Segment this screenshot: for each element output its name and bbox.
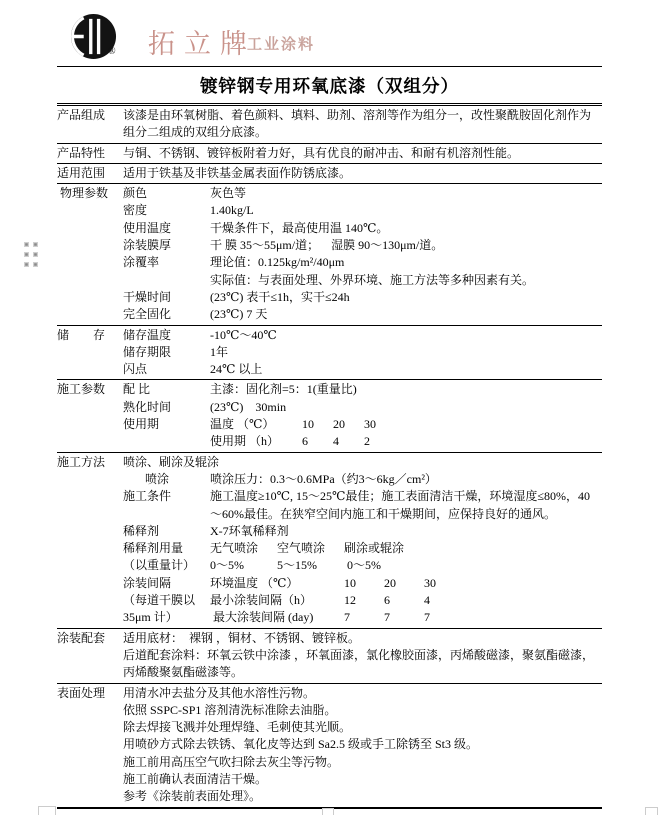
section-body bbox=[123, 327, 602, 379]
property-value: 施工前确认表面清洁干燥。 bbox=[123, 771, 268, 786]
property-label: 完全固化 bbox=[123, 307, 172, 322]
property-label bbox=[123, 433, 210, 450]
property-value: 该漆是由环氧树脂、着色颜料、填料、助剂、溶剂等作为组分一，改性聚酰胺固化剂作为组分二组成的双组分底漆。 bbox=[123, 108, 592, 140]
product-title: 镀锌钢专用环氧底漆（双组分） bbox=[200, 76, 459, 96]
value-column: 无气喷涂 bbox=[210, 541, 259, 556]
section-product-composition bbox=[57, 106, 602, 143]
value-column: 6 bbox=[384, 593, 390, 608]
property-value bbox=[210, 540, 602, 557]
page-margin-mark bbox=[645, 807, 658, 815]
property-value: -10℃～40℃ bbox=[210, 327, 277, 342]
registered-trademark-icon: ® bbox=[108, 46, 116, 57]
spec-row bbox=[123, 540, 602, 557]
property-value: 主漆：固化剂=5：1(重量比) bbox=[210, 382, 357, 397]
property-label: 使用期 bbox=[123, 417, 160, 432]
value-column: 环境温度 （℃） bbox=[210, 575, 299, 590]
property-value: 干燥条件下，最高使用温 140℃。 bbox=[210, 220, 389, 235]
section-coating-system bbox=[57, 628, 602, 683]
spec-row bbox=[123, 702, 602, 719]
property-value: 适用底材： 裸钢 ，铜材、不锈钢、镀锌板。 bbox=[123, 630, 361, 645]
property-label: 颜色 bbox=[123, 186, 148, 201]
property-label: 闪点 bbox=[123, 362, 148, 377]
spec-row bbox=[123, 685, 602, 702]
property-value bbox=[210, 557, 602, 574]
property-label: 35μm 计） bbox=[123, 610, 178, 625]
property-label: （每道干膜以 bbox=[123, 593, 196, 608]
section-body bbox=[123, 165, 602, 182]
value-column: 20 bbox=[384, 575, 396, 590]
property-label: 使用温度 bbox=[123, 220, 172, 235]
property-value bbox=[210, 609, 602, 626]
spec-row bbox=[123, 788, 602, 805]
spec-row bbox=[123, 416, 602, 433]
property-value: 施工温度≥10℃, 15～25℃最佳；施工表面清洁干燥，环境湿度≤80%，40～60%最佳。在狭窄空间内施工和干燥期间，应保持良好的通风。 bbox=[210, 489, 591, 521]
value-column: 30 bbox=[424, 575, 436, 590]
spec-row bbox=[123, 454, 602, 471]
spec-row bbox=[123, 471, 602, 488]
section-application-methods bbox=[57, 452, 602, 628]
section-label: 表面处理 bbox=[57, 685, 106, 700]
property-value bbox=[210, 592, 602, 609]
spec-row bbox=[123, 433, 602, 450]
value-column: 温度 （℃） bbox=[210, 417, 275, 432]
spec-row bbox=[123, 361, 602, 378]
value-column: 4 bbox=[424, 593, 430, 608]
value-column: 使用期 （h） bbox=[210, 434, 280, 449]
section-product-features bbox=[57, 143, 602, 163]
property-label: 储存温度 bbox=[123, 327, 172, 342]
section-body bbox=[123, 185, 602, 323]
spec-row bbox=[123, 575, 602, 592]
spec-row bbox=[123, 488, 602, 523]
section-storage bbox=[57, 325, 602, 380]
spec-row bbox=[123, 107, 602, 142]
value-column: 刷涂或辊涂 bbox=[344, 541, 405, 556]
spec-row bbox=[123, 736, 602, 753]
spec-row bbox=[123, 381, 602, 398]
spec-row bbox=[123, 220, 602, 237]
anchor-handle-icon bbox=[24, 242, 38, 267]
property-value: 用喷砂方式除去铁锈、氧化皮等达到 Sa2.5 级或手工除锈至 St3 级。 bbox=[123, 737, 479, 752]
property-value: 除去焊接飞溅并处理焊缝、毛刺使其光顺。 bbox=[123, 720, 352, 735]
property-label: 储存期限 bbox=[123, 344, 172, 359]
property-value: 干 膜 35～55μm/道； 湿膜 90～130μm/道。 bbox=[210, 238, 444, 253]
property-value: 1年 bbox=[210, 344, 229, 359]
value-column: 2 bbox=[364, 434, 370, 449]
section-body bbox=[123, 454, 602, 627]
value-column: 30 bbox=[364, 417, 376, 432]
value-column: 最大涂装间隔 (day) bbox=[210, 610, 314, 625]
value-column: 5～15% bbox=[277, 558, 317, 573]
value-column: 7 bbox=[344, 610, 350, 625]
spec-row bbox=[123, 145, 602, 162]
spec-row bbox=[123, 399, 602, 416]
property-value bbox=[210, 433, 602, 450]
spec-row bbox=[123, 165, 602, 182]
value-column: 20 bbox=[333, 417, 345, 432]
spec-row bbox=[123, 185, 602, 202]
spec-row bbox=[123, 630, 602, 647]
spec-row bbox=[123, 771, 602, 788]
section-label: 物理参数 bbox=[57, 186, 109, 201]
brand-name: 拓立牌 bbox=[148, 29, 256, 59]
property-value: 实际值：与表面处理、外界环境、施工方法等多种因素有关。 bbox=[210, 272, 535, 287]
property-label: 涂装间隔 bbox=[123, 575, 172, 590]
section-body bbox=[123, 381, 602, 450]
value-column: 10 bbox=[344, 575, 356, 590]
section-application-parameters bbox=[57, 379, 602, 451]
property-value: 与铜、不锈钢、镀锌板附着力好，具有优良的耐冲击、和耐有机溶剂性能。 bbox=[123, 145, 520, 160]
brand-tagline: 工业涂料 bbox=[247, 37, 316, 53]
page-margin-mark bbox=[38, 806, 56, 815]
property-label: 施工条件 bbox=[123, 489, 172, 504]
value-column: 10 bbox=[302, 417, 314, 432]
section-label: 施工方法 bbox=[57, 454, 106, 469]
property-value: 喷涂、刷涂及辊涂 bbox=[123, 454, 220, 469]
property-label: 涂覆率 bbox=[123, 255, 160, 270]
property-value: 理论值：0.125kg/m²/40μm bbox=[210, 255, 345, 270]
section-label: 涂装配套 bbox=[57, 630, 106, 645]
section-body bbox=[123, 630, 602, 682]
header bbox=[0, 0, 659, 66]
property-label: 涂装膜厚 bbox=[123, 238, 172, 253]
section-label: 适用范围 bbox=[57, 165, 106, 180]
spec-row bbox=[123, 609, 602, 626]
spec-row bbox=[123, 254, 602, 271]
spec-table bbox=[57, 106, 602, 809]
page-margin-mark bbox=[322, 808, 334, 815]
spec-row bbox=[123, 523, 602, 540]
spec-row bbox=[123, 237, 602, 254]
property-value: 灰色等 bbox=[210, 186, 247, 201]
property-value: 后道配套涂料：环氧云铁中涂漆 ，环氧面漆，氯化橡胶面漆，丙烯酸磁漆，聚氨酯磁漆，丙烯酸聚氨酯磁漆等。 bbox=[123, 647, 595, 680]
property-label: 稀释剂 bbox=[123, 523, 160, 538]
spec-row bbox=[123, 592, 602, 609]
value-column: 6 bbox=[302, 434, 308, 449]
property-label: （以重量计） bbox=[123, 558, 196, 573]
property-value: 适用于铁基及非铁基金属表面作防锈底漆。 bbox=[123, 165, 352, 180]
section-body bbox=[123, 685, 602, 806]
property-value: 施工前用高压空气吹扫除去灰尘等污物。 bbox=[123, 754, 340, 769]
section-body bbox=[123, 107, 602, 142]
spec-row bbox=[123, 344, 602, 361]
property-label bbox=[123, 272, 210, 289]
spec-row bbox=[123, 306, 602, 323]
spec-row bbox=[123, 557, 602, 574]
section-body bbox=[123, 145, 602, 162]
value-column: 0～5% bbox=[344, 558, 381, 573]
spec-row bbox=[123, 719, 602, 736]
property-value: 喷涂压力：0.3～0.6MPa（约3～6kg／cm²） bbox=[210, 471, 437, 486]
value-column: 12 bbox=[344, 593, 356, 608]
property-value bbox=[210, 575, 602, 592]
property-value: 24℃ 以上 bbox=[210, 362, 263, 377]
value-column: 7 bbox=[424, 610, 430, 625]
property-label: 干燥时间 bbox=[123, 289, 172, 304]
section-label: 储 存 bbox=[57, 327, 106, 342]
property-label: 喷涂 bbox=[145, 471, 170, 486]
value-column: 空气喷涂 bbox=[277, 541, 326, 556]
property-value: 用清水冲去盐分及其他水溶性污物。 bbox=[123, 685, 316, 700]
section-label: 施工参数 bbox=[57, 382, 106, 397]
property-label: 熟化时间 bbox=[123, 399, 172, 414]
property-value: (23℃) 7 天 bbox=[210, 307, 268, 322]
value-column: 0～5% bbox=[210, 558, 244, 573]
property-value bbox=[210, 416, 602, 433]
spec-row bbox=[123, 289, 602, 306]
spec-row bbox=[123, 327, 602, 344]
property-value: X-7环氧稀释剂 bbox=[210, 523, 289, 538]
section-physical-parameters bbox=[57, 183, 602, 324]
spec-row bbox=[123, 754, 602, 771]
value-column: 4 bbox=[333, 434, 339, 449]
property-value: 依照 SSPC-SP1 溶剂清洗标准除去油脂。 bbox=[123, 702, 337, 717]
property-value: (23℃) 30min bbox=[210, 399, 287, 414]
section-application-scope bbox=[57, 163, 602, 183]
property-label: 密度 bbox=[123, 203, 148, 218]
property-value: 1.40kg/L bbox=[210, 203, 254, 218]
spec-row bbox=[123, 202, 602, 219]
section-label: 产品组成 bbox=[57, 108, 106, 122]
property-value: (23℃) 表干≤1h，实干≤24h bbox=[210, 289, 350, 304]
value-column: 最小涂装间隔（h） bbox=[210, 593, 313, 608]
property-label: 配 比 bbox=[123, 382, 151, 397]
spec-row bbox=[123, 647, 602, 682]
value-column: 7 bbox=[384, 610, 390, 625]
property-value: 参考《涂装前表面处理》。 bbox=[123, 789, 262, 804]
section-surface-treatment bbox=[57, 683, 602, 807]
spec-row bbox=[123, 272, 602, 289]
section-label: 产品特性 bbox=[57, 145, 106, 160]
title-band bbox=[57, 67, 602, 103]
property-label: 稀释剂用量 bbox=[123, 541, 184, 556]
